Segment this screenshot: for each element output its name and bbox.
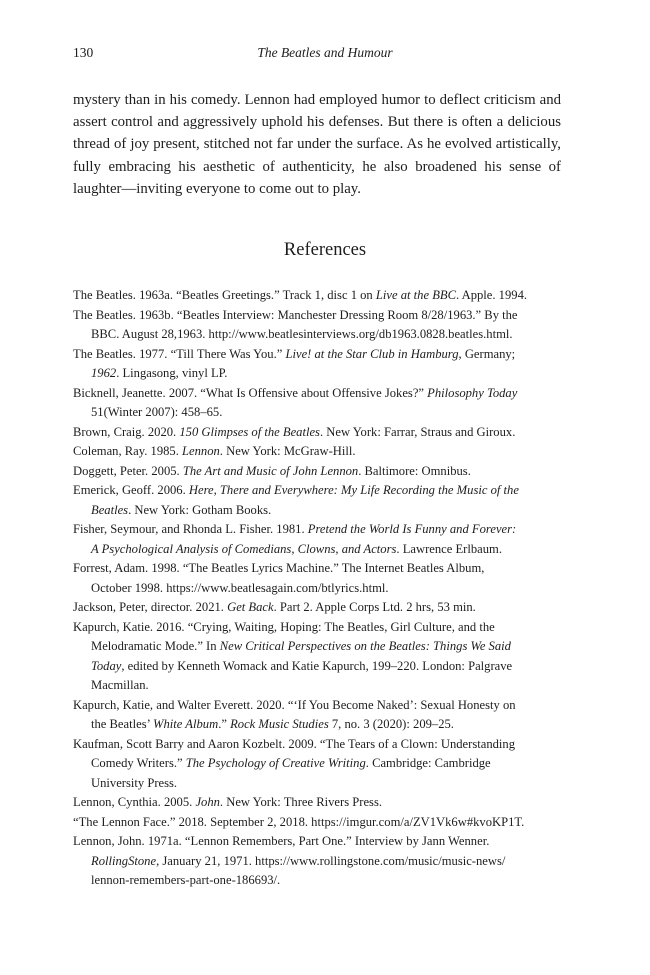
reference-line: [73, 423, 565, 443]
reference-text: . New York: McGraw-Hill.: [219, 444, 356, 458]
reference-line: [73, 345, 565, 365]
reference-text: The Beatles. 1963a. “Beatles Greetings.” Track 1, disc 1 on: [73, 288, 376, 302]
reference-text: Brown, Craig. 2020.: [73, 424, 180, 439]
reference-text: Melodramatic Mode.” In: [91, 639, 220, 653]
reference-entry: [73, 696, 565, 735]
reference-text: Comedy Writers.”: [91, 756, 186, 770]
reference-text: Fisher, Seymour, and Rhonda L. Fisher. 1981.: [73, 522, 308, 536]
reference-line: [73, 462, 565, 482]
reference-line: [73, 306, 565, 326]
reference-line: [91, 774, 565, 794]
reference-title-italic: 1962: [91, 366, 117, 380]
reference-text: the Beatles’: [91, 717, 154, 731]
reference-line: [73, 286, 565, 306]
reference-text: The Beatles. 1963b. “Beatles Interview: Manchester Dressing Room 8/28/1963.” By the: [73, 307, 518, 322]
reference-text: . New York: Farrar, Straus and Giroux.: [319, 424, 516, 439]
reference-line: [91, 657, 565, 677]
body-paragraph: mystery than in his comedy. Lennon had employed humor to deflect criticism and assert control and aggressively uphold his defenses. But there is often a delicious thread of joy present, stitched not far under the surface. As he evolved artistically, fully embracing his aesthetic of authenticity, he also broadened his sense of laughter—inviting everyone to come out to play.: [73, 92, 561, 197]
reference-text: Doggett, Peter. 2005.: [73, 463, 183, 478]
reference-entry: [73, 559, 565, 598]
reference-title-italic: New Critical Perspectives on the Beatles: Things We Said: [219, 639, 511, 653]
reference-line: [73, 598, 565, 618]
reference-text: Bicknell, Jeanette. 2007. “What Is Offensive about Offensive Jokes?”: [73, 385, 428, 400]
reference-line: [91, 676, 565, 696]
reference-title-italic: 150 Glimpses of the Beatles: [179, 424, 320, 439]
reference-text: October 1998. https://www.beatlesagain.com/btlyrics.html.: [91, 580, 389, 595]
reference-line: [91, 871, 565, 891]
reference-title-italic: Philosophy Today: [427, 385, 518, 400]
reference-title-italic: John: [195, 795, 220, 809]
reference-line: [91, 852, 565, 872]
reference-text: 7, no. 3 (2020): 209–25.: [328, 717, 454, 731]
reference-text: , edited by Kenneth Womack and Katie Kapurch, 199–220. London: Palgrave: [121, 658, 513, 673]
reference-text: Emerick, Geoff. 2006.: [73, 483, 189, 497]
reference-line: [73, 793, 565, 813]
reference-line: [73, 384, 565, 404]
reference-text: . New York: Three Rivers Press.: [219, 795, 382, 809]
reference-title-italic: Here, There and Everywhere: My Life Recording the Music of the: [188, 483, 519, 497]
reference-title-italic: Live! at the Star Club in Hamburg: [285, 346, 459, 361]
reference-text: 51(Winter 2007): 458–65.: [91, 405, 223, 419]
reference-text: .”: [218, 717, 231, 731]
reference-entry: [73, 462, 565, 482]
reference-text: . Apple. 1994.: [456, 288, 528, 302]
reference-line: [91, 754, 565, 774]
reference-text: . New York: Gotham Books.: [128, 502, 272, 517]
reference-entry: [73, 306, 565, 345]
reference-list: [73, 286, 565, 891]
reference-entry: [73, 598, 565, 618]
reference-text: Forrest, Adam. 1998. “The Beatles Lyrics Machine.” The Internet Beatles Album,: [73, 561, 485, 575]
reference-entry: [73, 735, 565, 794]
reference-entry: [73, 423, 565, 443]
reference-text: Lennon, Cynthia. 2005.: [73, 795, 196, 809]
reference-line: [91, 325, 565, 345]
reference-title-italic: Pretend the World Is Funny and Forever:: [307, 522, 517, 536]
reference-entry: [73, 345, 565, 384]
reference-title-italic: Get Back: [227, 600, 274, 614]
reference-line: [73, 520, 565, 540]
reference-entry: [73, 793, 565, 813]
reference-title-italic: Today: [91, 658, 122, 673]
reference-entry: [73, 520, 565, 559]
reference-line: [73, 696, 565, 716]
reference-title-italic: Rock Music Studies: [230, 717, 329, 731]
reference-text: BBC. August 28,1963. http://www.beatlesinterviews.org/db1963.0828.beatles.html.: [91, 327, 513, 341]
reference-text: Jackson, Peter, director. 2021.: [73, 600, 228, 614]
reference-text: University Press.: [91, 775, 178, 790]
reference-line: [73, 618, 565, 638]
reference-title-italic: Live at the BBC: [375, 288, 456, 302]
reference-text: lennon-remembers-part-one-186693/.: [91, 873, 281, 887]
reference-title-italic: A Psychological Analysis of Comedians, Clowns, and Actors: [91, 541, 397, 556]
reference-entry: [73, 813, 565, 833]
reference-text: . Lawrence Erlbaum.: [396, 541, 503, 556]
reference-line: [91, 501, 565, 521]
references-heading: References: [283, 240, 367, 260]
reference-line: [91, 715, 565, 735]
reference-text: Macmillan.: [91, 678, 149, 692]
reference-line: [91, 364, 565, 384]
reference-title-italic: The Art and Music of John Lennon: [182, 463, 359, 478]
page-number: 130: [73, 45, 94, 60]
reference-line: [73, 442, 565, 462]
reference-line: [73, 832, 565, 852]
reference-text: . Part 2. Apple Corps Ltd. 2 hrs, 53 min.: [273, 600, 476, 614]
reference-title-italic: The Psychology of Creative Writing: [185, 756, 366, 770]
reference-text: Coleman, Ray. 1985.: [73, 444, 183, 458]
reference-text: The Beatles. 1977. “Till There Was You.”: [73, 346, 286, 361]
reference-title-italic: White Album: [153, 717, 219, 731]
reference-line: [91, 540, 565, 560]
reference-text: “The Lennon Face.” 2018. September 2, 2018. https://imgur.com/a/ZV1Vk6w#kvoKP1T.: [73, 814, 525, 829]
reference-line: [91, 637, 565, 657]
reference-entry: [73, 481, 565, 520]
reference-line: [73, 813, 565, 833]
reference-line: [73, 481, 565, 501]
reference-text: , January 21, 1971. https://www.rollingstone.com/music/music-news/: [156, 853, 506, 868]
reference-title-italic: Lennon: [182, 444, 220, 458]
reference-title-italic: RollingStone: [91, 853, 157, 868]
reference-text: . Lingasong, vinyl LP.: [116, 366, 228, 380]
reference-text: . Baltimore: Omnibus.: [358, 463, 471, 478]
reference-text: , Germany;: [458, 346, 516, 361]
reference-text: . Cambridge: Cambridge: [365, 756, 491, 770]
reference-entry: [73, 384, 565, 423]
reference-entry: [73, 832, 565, 891]
reference-line: [91, 579, 565, 599]
reference-entry: [73, 286, 565, 306]
reference-text: Lennon, John. 1971a. “Lennon Remembers, Part One.” Interview by Jann Wenner.: [73, 834, 490, 848]
reference-text: Kapurch, Katie, and Walter Everett. 2020. “‘If You Become Naked’: Sexual Honesty on: [73, 697, 516, 712]
reference-line: [73, 735, 565, 755]
reference-entry: [73, 442, 565, 462]
reference-text: Kaufman, Scott Barry and Aaron Kozbelt. 2009. “The Tears of a Clown: Understanding: [73, 736, 516, 751]
running-head: The Beatles and Humour: [257, 45, 393, 60]
reference-line: [73, 559, 565, 579]
reference-line: [91, 403, 565, 423]
reference-title-italic: Beatles: [91, 502, 129, 517]
reference-entry: [73, 618, 565, 696]
reference-text: Kapurch, Katie. 2016. “Crying, Waiting, Hoping: The Beatles, Girl Culture, and the: [73, 619, 495, 634]
